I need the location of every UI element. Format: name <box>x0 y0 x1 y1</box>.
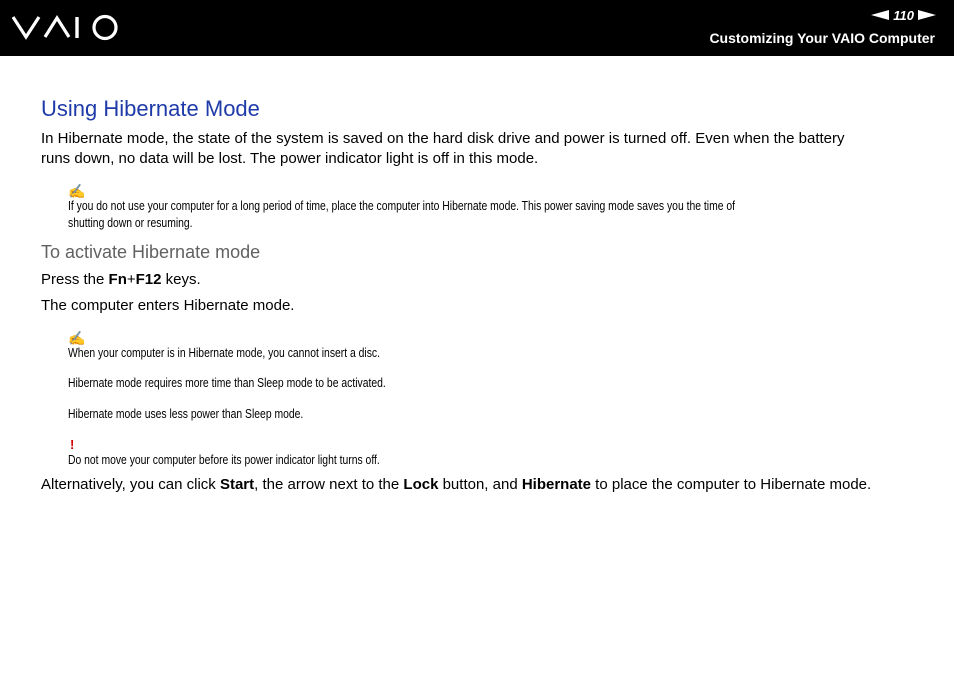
page-number: 110 <box>893 7 914 23</box>
subheading: To activate Hibernate mode <box>41 242 261 262</box>
alternative-instruction <box>41 475 871 495</box>
warning-text: Do not move your computer before its power indicator light turns off. <box>68 453 380 467</box>
key-plus: + <box>126 271 136 288</box>
page-header <box>0 0 954 56</box>
page-title: Using Hibernate Mode <box>41 96 260 121</box>
alt-start: Start <box>219 476 255 493</box>
alt-text-4: to place the computer to Hibernate mode. <box>591 476 872 493</box>
note-1-line-1: If you do not use your computer for a long period of time, place the computer into Hibernate mode. This power saving mode saves you the time of <box>68 199 736 213</box>
section-title: Customizing Your VAIO Computer <box>709 30 935 46</box>
page-navigator <box>871 7 936 23</box>
step-instruction <box>41 270 201 290</box>
step-suffix: keys. <box>161 271 201 288</box>
vaio-logo <box>12 13 120 41</box>
alt-hibernate: Hibernate <box>521 476 592 493</box>
warning-mark-icon: ! <box>70 437 75 452</box>
note-2-item-1: When your computer is in Hibernate mode, you cannot insert a disc. <box>68 346 380 360</box>
key-fn: Fn <box>108 271 127 288</box>
prev-page-arrow-icon[interactable] <box>871 10 889 20</box>
intro-line-1: In Hibernate mode, the state of the system is saved on the hard disk drive and power is turned off. Even when the battery <box>41 130 845 147</box>
alt-text-2: , the arrow next to the <box>254 476 404 493</box>
alt-lock: Lock <box>403 476 439 493</box>
alt-text-3: button, and <box>438 476 522 493</box>
pencil-note-icon: ✍ <box>68 330 86 346</box>
note-1-line-2: shutting down or resuming. <box>68 216 193 230</box>
alt-text-1: Alternatively, you can click <box>41 476 220 493</box>
next-page-arrow-icon[interactable] <box>918 10 936 20</box>
step-prefix: Press the <box>41 271 109 288</box>
step-result: The computer enters Hibernate mode. <box>41 297 295 314</box>
note-2-item-2: Hibernate mode requires more time than Sleep mode to be activated. <box>68 376 386 390</box>
pencil-note-icon: ✍ <box>68 183 86 199</box>
note-2-item-3: Hibernate mode uses less power than Sleep mode. <box>68 407 304 421</box>
key-f12: F12 <box>135 271 162 288</box>
intro-line-2: runs down, no data will be lost. The power indicator light is off in this mode. <box>41 150 539 167</box>
